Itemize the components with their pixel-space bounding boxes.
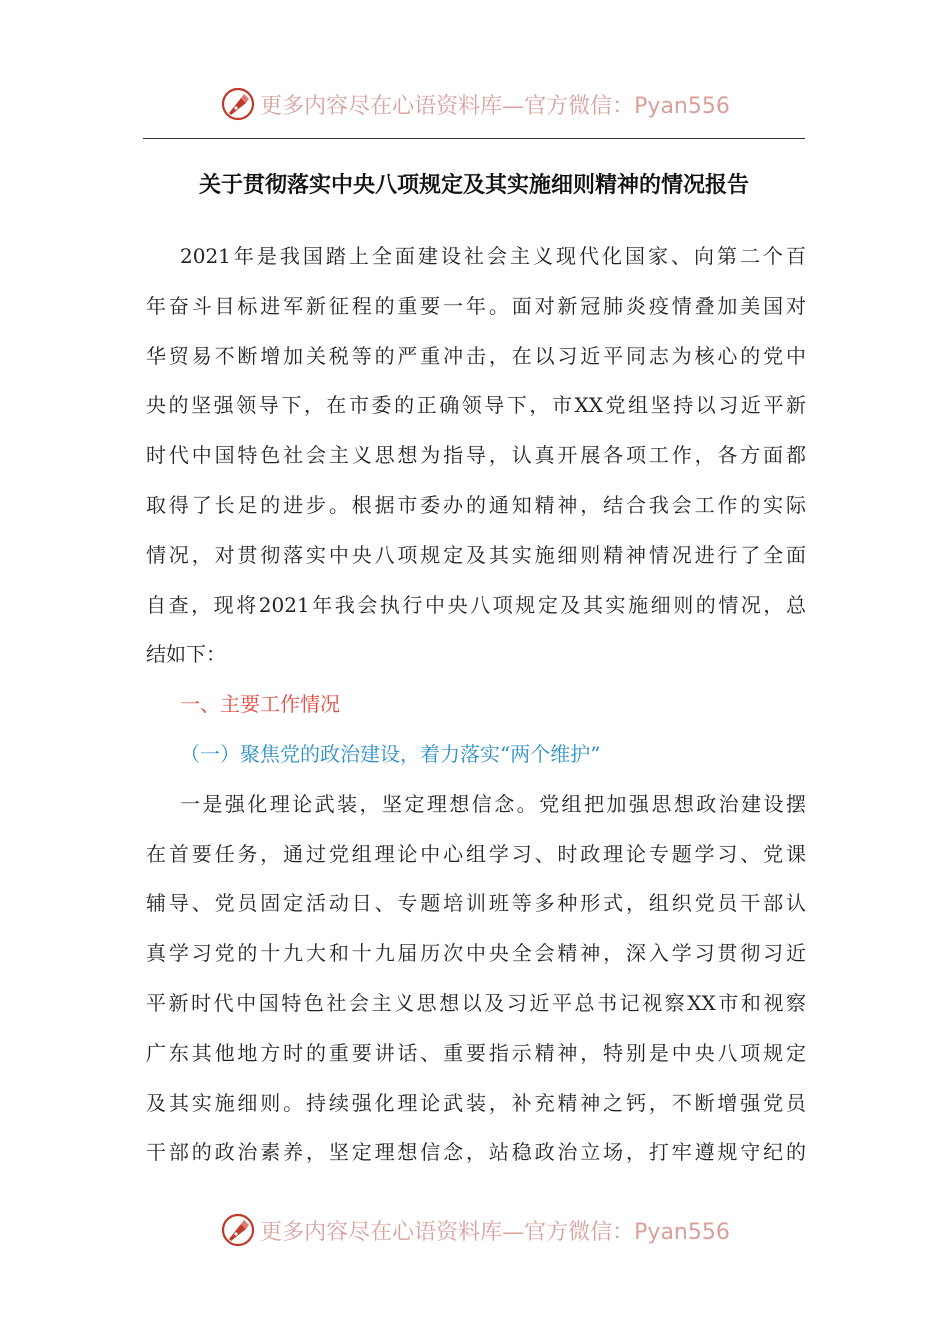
body-line: 一是强化理论武装，坚定理想信念。党组把加强思想政治建设摆 [180,791,806,816]
header-watermark-banner [0,82,950,126]
pen-nib-circle-icon [220,1212,256,1248]
document-title: 关于贯彻落实中央八项规定及其实施细则精神的情况报告 [198,172,749,198]
body-line: 干部的政治素养，坚定理想信念，站稳政治立场，打牢遵规守纪的 [146,1140,806,1165]
body-line: 在首要任务，通过党组理论中心组学习、时政理论专题学习、党课 [146,841,806,866]
header-rule [143,138,805,139]
footer-watermark-banner [0,1208,950,1252]
body-line: 广东其他地方时的重要讲话、重要指示精神，特别是中央八项规定 [146,1040,806,1065]
subsection-heading: （一）聚焦党的政治建设，着力落实“两个维护” [180,741,601,766]
body-line: 情况，对贯彻落实中央八项规定及其实施细则精神情况进行了全面 [146,542,806,567]
body-line: 平新时代中国特色社会主义思想以及习近平总书记视察XX市和视察 [146,990,806,1015]
pen-nib-circle-icon [220,86,256,122]
banner-text: 更多内容尽在心语资料库—官方微信：Pyan556 [260,1219,730,1245]
body-line: 辅导、党员固定活动日、专题培训班等多种形式，组织党员干部认 [146,891,806,916]
body-line: 真学习党的十九大和十九届历次中央全会精神，深入学习贯彻习近 [146,941,806,966]
body-line: 央的坚强领导下，在市委的正确领导下，市XX党组坚持以习近平新 [146,393,806,418]
body-line: 结如下： [146,642,226,667]
section-heading: 一、主要工作情况 [180,692,340,717]
document-body [146,236,806,1182]
body-line: 自查，现将2021年我会执行中央八项规定及其实施细则的情况，总 [146,592,806,617]
banner-text: 更多内容尽在心语资料库—官方微信：Pyan556 [260,93,730,119]
body-line: 取得了长足的进步。根据市委办的通知精神，结合我会工作的实际 [146,492,806,517]
body-line: 华贸易不断增加关税等的严重冲击，在以习近平同志为核心的党中 [146,343,806,368]
wechat-id: Pyan556 [634,1219,730,1245]
body-line: 及其实施细则。持续强化理论武装，补充精神之钙，不断增强党员 [146,1090,806,1115]
body-line: 2021年是我国踏上全面建设社会主义现代化国家、向第二个百 [180,244,806,268]
body-line: 时代中国特色社会主义思想为指导，认真开展各项工作，各方面都 [146,443,806,468]
wechat-id: Pyan556 [634,93,730,119]
body-line: 年奋斗目标进军新征程的重要一年。面对新冠肺炎疫情叠加美国对 [146,293,806,318]
